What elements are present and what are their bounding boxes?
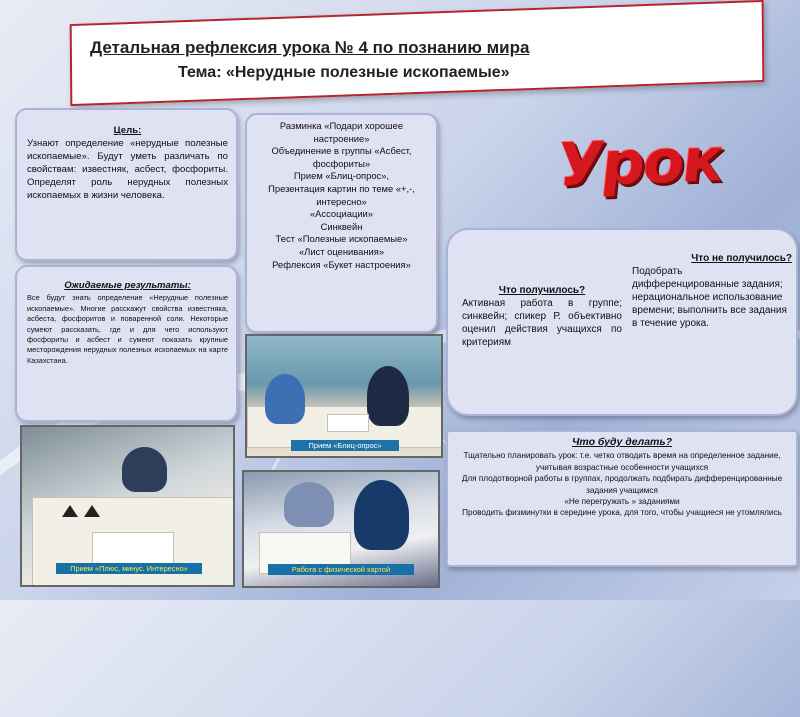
photo-caption: Прием «Плюс, минус. Интересно» [56, 563, 202, 574]
student [354, 480, 409, 550]
worksheet [327, 414, 369, 432]
bad-text: Подобрать дифференцированные задания; нерациональное использование времени; выполнить все задания в течение урока. [632, 266, 787, 329]
photo-caption: Прием «Блиц-опрос» [291, 440, 399, 451]
stage-item: Синквейн [320, 220, 363, 232]
bad-section [632, 252, 792, 330]
goal-box [15, 108, 238, 261]
stage-item: Прием «Блиц-опрос», [293, 170, 390, 182]
plan-box [446, 430, 798, 567]
stage-item: Презентация картин по теме «+,-, интересно» [268, 182, 415, 207]
bad-heading: Что не получилось? [691, 253, 792, 264]
plan-line: «Не перегружать » заданиями [564, 497, 680, 507]
plan-heading: Что буду делать? [571, 436, 673, 448]
classroom-photo-plus-minus [20, 425, 235, 587]
triangle-card [84, 505, 100, 517]
lesson-logo: Урок [553, 125, 726, 201]
student [284, 482, 334, 527]
results-box [446, 228, 798, 416]
stage-item: Тест «Полезные ископаемые» [275, 233, 408, 245]
expected-text: Все будут знать определение «Нерудные полезные ископаемые». Многие расскажут свойства известняка, асбеста, фосфоритов и поваренной соли. Некоторые сумеют рассказать, где и для чего используют фосфориты и асбест и сумеют показать крупные месторождения нерудных полезных ископаемых на карте Казахстана. [27, 293, 228, 365]
stage-item: «Лист оценивания» [298, 245, 385, 257]
lesson-stages-box [245, 113, 438, 333]
plan-line: Для плодотворной работы в группах, продолжать подбирать дифференцированные задания учащимся [461, 474, 783, 495]
good-text: Активная работа в группе; синквейн; спикер Р. объективно оценил действия учащихся по критериям [462, 298, 622, 348]
classroom-photo-map [242, 470, 440, 588]
student [122, 447, 167, 492]
stage-item: Рефлексия «Букет настроения» [272, 258, 411, 270]
plan-line: Тщательно планировать урок: т.е. четко отводить время на определенное задание, учитывая возрастные особенности учащихся [463, 451, 781, 472]
page-subtitle: Тема: «Нерудные полезные ископаемые» [178, 64, 510, 81]
good-section [462, 284, 622, 349]
plan-line: Проводить физминутки в середине урока, для того, чтобы учащиеся не утомлялись [462, 508, 782, 518]
stage-item: Объединение в группы «Асбест, фосфориты» [271, 145, 412, 169]
stage-item: Разминка «Подари хорошее настроение» [279, 120, 404, 144]
photo-caption: Работа с физической картой [268, 564, 414, 575]
stage-item: «Ассоциации» [309, 208, 374, 220]
goal-heading: Цель: [113, 125, 142, 136]
good-heading: Что получилось? [498, 285, 586, 296]
classroom-photo-blitz [245, 334, 443, 458]
expected-heading: Ожидаемые результаты: [64, 280, 191, 291]
student [265, 374, 305, 424]
triangle-card [62, 505, 78, 517]
goal-text: Узнают определение «нерудные полезные ископаемые». Будут уметь различать по свойствам: известняк, асбест, фосфориты. Определят роль нерудных полезных ископаемых в жизни человека. [27, 138, 228, 201]
page-title: Детальная рефлексия урока № 4 по познанию мира [90, 38, 530, 57]
expected-results-box [15, 265, 238, 422]
student [367, 366, 409, 426]
